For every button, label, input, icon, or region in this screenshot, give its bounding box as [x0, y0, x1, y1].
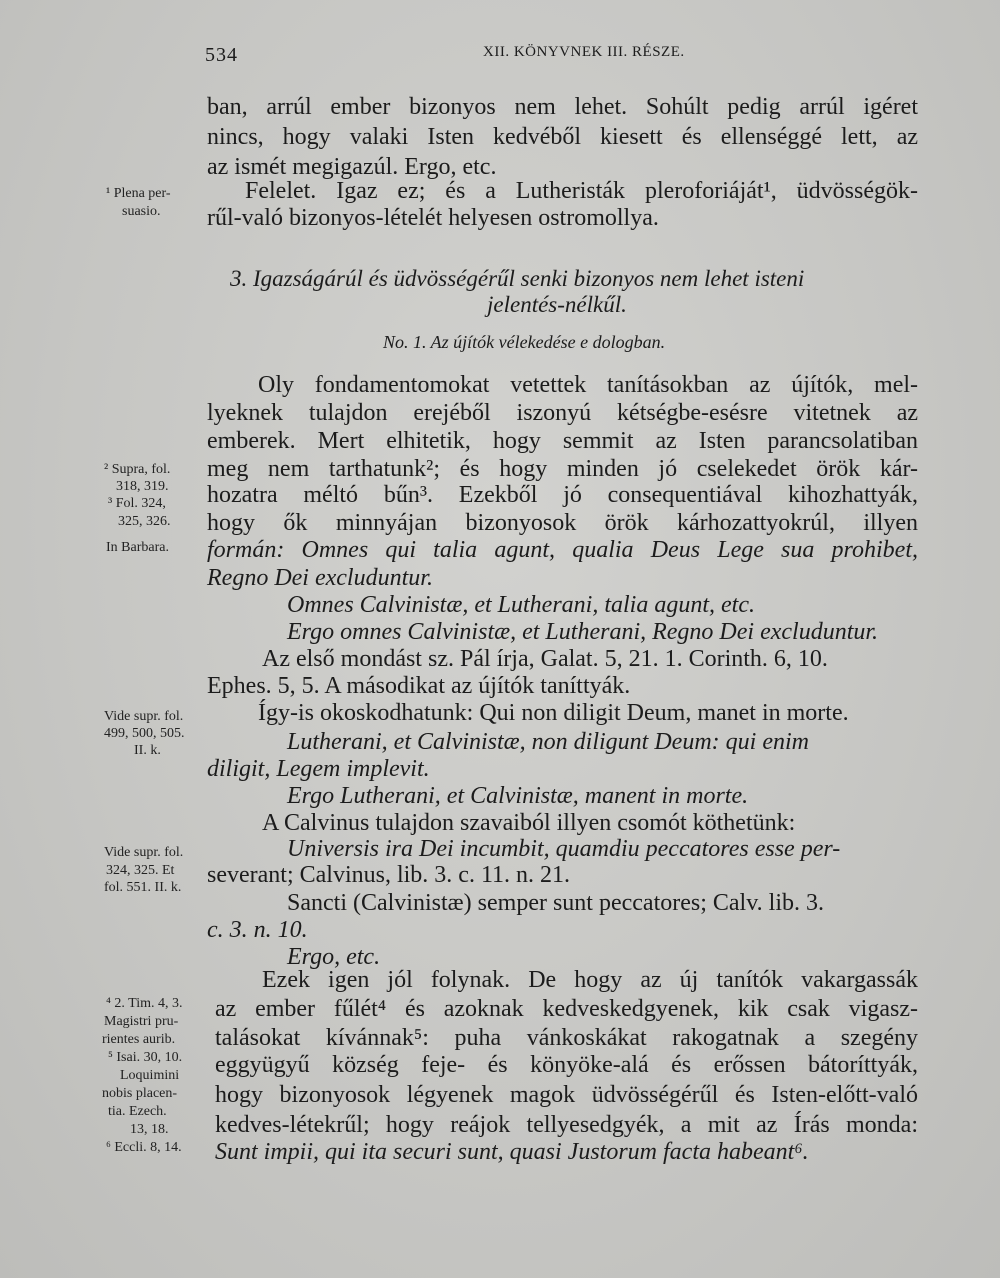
margin-note: ⁴ 2. Tim. 4, 3. — [106, 996, 183, 1011]
body-line: meg nem tarthatunk²; és hogy minden jó cselekedet örök kár- — [207, 456, 918, 482]
margin-note: nobis placen- — [102, 1086, 178, 1101]
margin-note: Magistri pru- — [104, 1014, 179, 1029]
margin-note: In Barbara. — [106, 540, 169, 555]
body-line: eggyügyű község feje- és könyöke-alá és erőssen bátoríttyák, — [215, 1052, 918, 1078]
margin-note: Loquimini — [120, 1068, 180, 1083]
body-line: hogy bizonyosok légyenek magok üdvösségérűl és Isten-előtt-való — [215, 1082, 918, 1108]
body-line: Ergo Lutherani, et Calvinistæ, manent in morte. — [287, 783, 749, 809]
body-line: rűl-való bizonyos-lételét helyesen ostromollya. — [207, 205, 659, 231]
subsection-title: No. 1. Az újítók vélekedése e dologban. — [383, 332, 666, 352]
section-title: 3. Igazságárúl és üdvösségérűl senki bizonyos nem lehet isteni — [230, 266, 805, 291]
margin-note: 499, 500, 505. — [104, 726, 185, 741]
margin-note: 13, 18. — [130, 1122, 169, 1137]
body-line: az ember fűlét⁴ és azoknak kedveskedgyenek, kik csak vigasz- — [215, 996, 918, 1022]
body-line: Sancti (Calvinistæ) semper sunt peccatores; Calv. lib. 3. — [287, 890, 824, 916]
margin-note: tia. Ezech. — [108, 1104, 167, 1119]
body-line: lyeknek tulajdon erejéből iszonyú kétségbe-esésre vitetnek az — [207, 400, 918, 426]
margin-note: ² Supra, fol. — [104, 462, 171, 477]
margin-note: Vide supr. fol. — [104, 709, 184, 724]
body-line: Regno Dei excluduntur. — [207, 565, 433, 591]
body-line: talásokat kívánnak⁵: puha vánkoskákat rakogatnak a szegény — [215, 1025, 918, 1051]
body-line: Így-is okoskodhatunk: Qui non diligit Deum, manet in morte. — [258, 700, 849, 726]
body-line: Ezek igen jól folynak. De hogy az új tanítók vakargassák — [262, 967, 918, 993]
margin-note: 318, 319. — [116, 479, 169, 494]
margin-note: ⁶ Eccli. 8, 14. — [106, 1140, 182, 1155]
margin-note: rientes aurib. — [102, 1032, 176, 1047]
body-line: Lutherani, et Calvinistæ, non diligunt Deum: qui enim — [287, 729, 809, 755]
margin-note: ⁵ Isai. 30, 10. — [108, 1050, 183, 1065]
margin-note: ³ Fol. 324, — [108, 496, 166, 511]
body-line: kedves-létekrűl; hogy reájok tellyesedgyék, a mit az Írás monda: — [215, 1112, 918, 1138]
margin-note: Vide supr. fol. — [104, 845, 184, 860]
margin-note: 325, 326. — [118, 514, 171, 529]
body-line: Sunt impii, qui ita securi sunt, quasi Justorum facta habeant⁶. — [215, 1139, 809, 1165]
margin-note: fol. 551. II. k. — [104, 880, 182, 895]
body-line: Oly fondamentomokat vetettek tanításokban az újítók, mel- — [258, 372, 918, 398]
margin-note: ¹ Plena per- — [106, 186, 171, 201]
body-line: Ergo omnes Calvinistæ, et Lutherani, Regno Dei excluduntur. — [287, 619, 879, 645]
body-line: nincs, hogy valaki Isten kedvéből kiesett és ellenséggé lett, az — [207, 124, 918, 150]
body-line: Universis ira Dei incumbit, quamdiu peccatores esse per- — [287, 836, 841, 862]
body-line: Omnes Calvinistæ, et Lutherani, talia agunt, etc. — [287, 592, 755, 618]
running-title: XII. KÖNYVNEK III. RÉSZE. — [483, 44, 685, 60]
body-line: hozatra méltó bűn³. Ezekből jó consequentiával kihozhattyák, — [207, 482, 918, 508]
body-line: A Calvinus tulajdon szavaiból illyen csomót köthetünk: — [262, 810, 796, 836]
body-line: Ephes. 5, 5. A másodikat az újítók taníttyák. — [207, 673, 631, 699]
body-line: Az első mondást sz. Pál írja, Galat. 5, 21. 1. Corinth. 6, 10. — [262, 646, 828, 672]
margin-note: suasio. — [122, 204, 161, 219]
body-line: formán: Omnes qui talia agunt, qualia Deus Lege sua prohibet, — [207, 537, 918, 563]
body-line: az ismét megigazúl. Ergo, etc. — [207, 154, 497, 180]
body-line: emberek. Mert elhitetik, hogy semmit az Isten parancsolatiban — [207, 428, 918, 454]
body-line: Ergo, etc. — [287, 944, 381, 970]
margin-note: II. k. — [134, 743, 161, 758]
section-title: jelentés-nélkűl. — [487, 292, 627, 317]
margin-note: 324, 325. Et — [106, 863, 175, 878]
body-line: ban, arrúl ember bizonyos nem lehet. Sohúlt pedig arrúl igéret — [207, 94, 918, 120]
page-number: 534 — [205, 44, 238, 66]
body-line: diligit, Legem implevit. — [207, 756, 430, 782]
body-line: severant; Calvinus, lib. 3. c. 11. n. 21. — [207, 862, 571, 888]
body-line: hogy ők minnyájan bizonyosok örök kárhozattyokrúl, illyen — [207, 510, 918, 536]
body-line: c. 3. n. 10. — [207, 917, 308, 943]
body-line: Felelet. Igaz ez; és a Lutheristák pleroforiáját¹, üdvösségök- — [245, 178, 918, 204]
